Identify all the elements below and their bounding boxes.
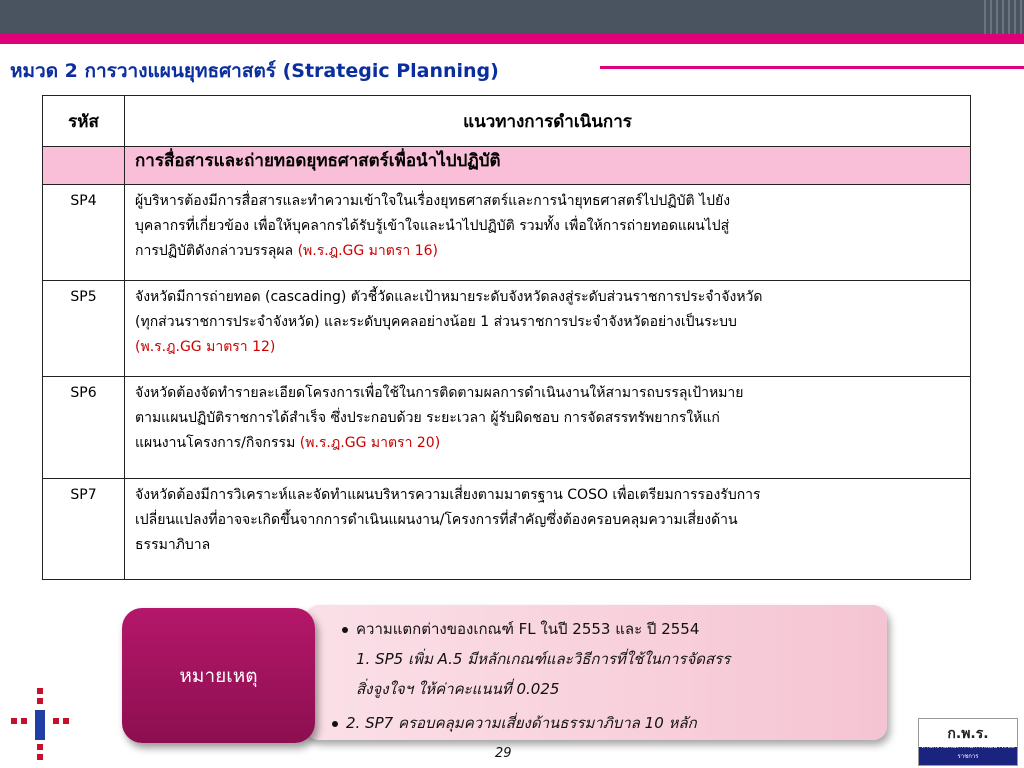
row-code: SP7 — [43, 479, 125, 580]
bullet-dot-icon — [342, 627, 348, 633]
law-reference: (พ.ร.ฎ.GG มาตรา 16) — [297, 243, 438, 259]
row-code: SP4 — [43, 185, 125, 281]
desc-line: เปลี่ยนแปลงที่อาจจะเกิดขึ้นจากการดำเนินแผนงาน/โครงการที่สำคัญซึ่งต้องครอบคลุมความเสี่ยงด้าน — [135, 512, 738, 528]
top-banner-stripes — [984, 0, 1024, 34]
organization-logo-icon — [5, 688, 75, 766]
law-reference: (พ.ร.ฎ.GG มาตรา 12) — [135, 339, 276, 355]
row-description — [125, 479, 971, 580]
guideline-table — [42, 95, 971, 580]
bullet-dot-icon — [332, 721, 338, 727]
section-title: การสื่อสารและถ่ายทอดยุทธศาสตร์เพื่อนำไปปฏิบัติ — [125, 147, 971, 185]
note-bullet-2 — [332, 711, 697, 735]
desc-line: จังหวัดต้องมีการวิเคราะห์และจัดทำแผนบริหารความเสี่ยงตามมาตรฐาน COSO เพื่อเตรียมการรองรับการ — [135, 487, 761, 503]
page-number: 29 — [495, 746, 512, 761]
table-row — [43, 185, 971, 281]
table-row — [43, 281, 971, 377]
section-row — [43, 147, 971, 185]
note-bullet-1-text: ความแตกต่างของเกณฑ์ FL ในปี 2553 และ ปี 2554 — [356, 620, 700, 638]
desc-line: ธรรมาภิบาล — [135, 537, 211, 553]
desc-line: การปฏิบัติดังกล่าวบรรลุผล — [135, 243, 298, 259]
law-reference: (พ.ร.ฎ.GG มาตรา 20) — [299, 435, 441, 451]
desc-line: ตามแผนปฏิบัติราชการได้สำเร็จ ซึ่งประกอบด้วย ระยะเวลา ผู้รับผิดชอบ การจัดสรรทรัพยากรให้แก่ — [135, 410, 720, 426]
top-banner — [0, 0, 1024, 34]
row-description — [125, 281, 971, 377]
note-bullet-1 — [342, 617, 699, 641]
note-sub-line-2: สิ่งจูงใจฯ ให้ค่าคะแนนที่ 0.025 — [356, 680, 560, 698]
note-label: หมายเหตุ — [122, 608, 315, 743]
pink-underline — [600, 66, 1024, 69]
row-description — [125, 185, 971, 281]
row-code: SP6 — [43, 377, 125, 479]
desc-line: บุคลากรที่เกี่ยวข้อง เพื่อให้บุคลากรได้รับรู้เข้าใจและนำไปปฏิบัติ รวมทั้ง เพื่อให้การถ่ายทอดแผนไปสู่ — [135, 218, 730, 234]
row-description — [125, 377, 971, 479]
table-row — [43, 377, 971, 479]
opdc-logo-subtext: สำนักงานคณะกรรมการพัฒนาระบบราชการ — [921, 743, 1015, 760]
note-sub-line-1: 1. SP5 เพิ่ม A.5 มีหลักเกณฑ์และวิธีการที่ใช้ในการจัดสรร — [356, 650, 731, 668]
page-title: หมวด 2 การวางแผนยุทธศาสตร์ (Strategic Planning) — [10, 60, 499, 82]
note-bullet-2-text: 2. SP7 ครอบคลุมความเสี่ยงด้านธรรมาภิบาล 10 หลัก — [346, 714, 697, 732]
desc-line: (ทุกส่วนราชการประจำจังหวัด) และระดับบุคคลอย่างน้อย 1 ส่วนราชการประจำจังหวัดอย่างเป็นระบบ — [135, 314, 737, 330]
section-code-cell — [43, 147, 125, 185]
table-header-row — [43, 96, 971, 147]
opdc-logo-text: ก.พ.ร. — [947, 726, 989, 742]
desc-line: ผู้บริหารต้องมีการสื่อสารและทำความเข้าใจในเรื่องยุทธศาสตร์และการนำยุทธศาสตร์ไปปฏิบัติ ไปยัง — [135, 193, 731, 209]
column-header-code: รหัส — [43, 96, 125, 147]
desc-line: แผนงานโครงการ/กิจกรรม — [135, 435, 300, 451]
pink-accent-bar — [0, 34, 1024, 44]
column-header-action: แนวทางการดำเนินการ — [125, 96, 971, 147]
opdc-logo — [918, 718, 1018, 766]
desc-line: จังหวัดมีการถ่ายทอด (cascading) ตัวชี้วัดและเป้าหมายระดับจังหวัดลงสู่ระดับส่วนราชการประจำจังหวัด — [135, 289, 763, 305]
table-row — [43, 479, 971, 580]
row-code: SP5 — [43, 281, 125, 377]
desc-line: จังหวัดต้องจัดทำรายละเอียดโครงการเพื่อใช้ในการติดตามผลการดำเนินงานให้สามารถบรรลุเป้าหมาย — [135, 385, 744, 401]
